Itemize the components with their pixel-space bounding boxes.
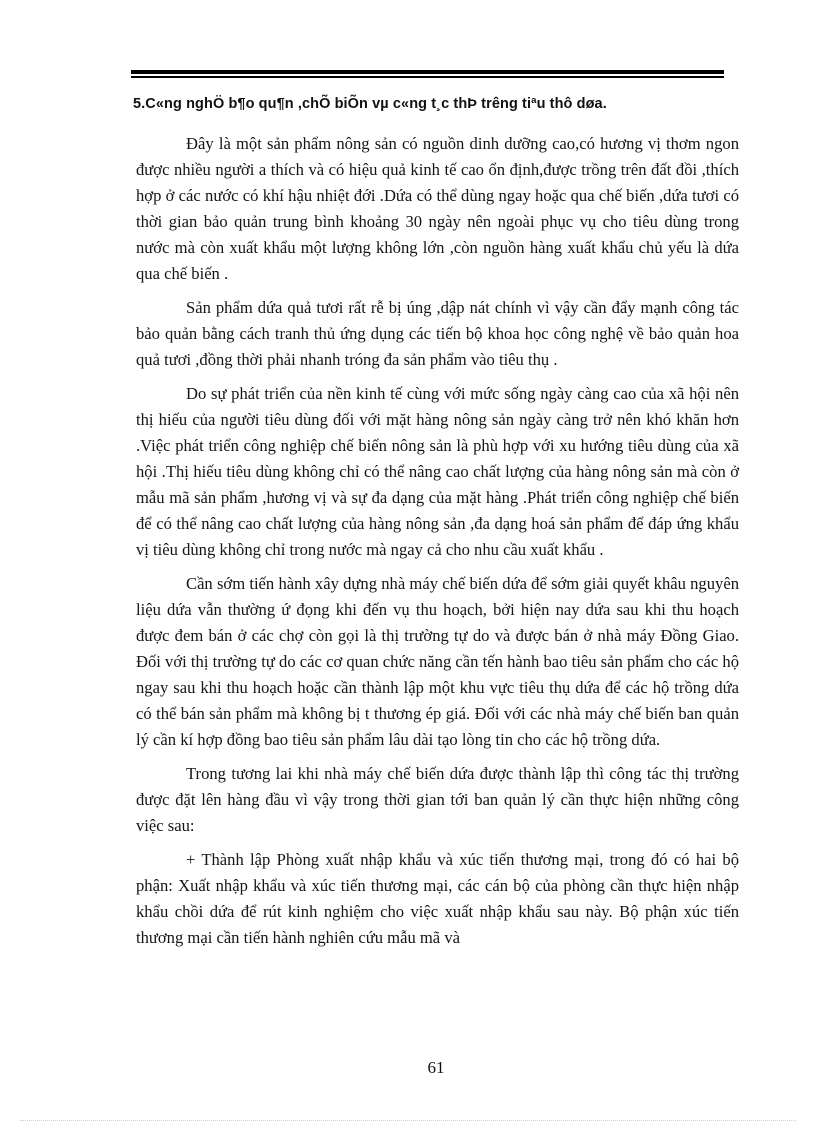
paragraph: Đây là một sản phẩm nông sản có nguồn dinh dưỡng cao,có hương vị thơm ngon được nhiều người a thích và có hiệu quả kinh tế cao ổn định,được trồng trên đất đồi ,thích hợp ở các nước có khí hậu nhiệt đới .Dứa có thể dùng ngay hoặc qua chế biến ,dứa tươi có thời gian bảo quản trung bình khoảng 30 ngày nên ngoài phục vụ cho tiêu dùng trong nước mà còn xuất khẩu một lượng không lớn ,còn nguồn hàng xuất khẩu chủ yếu là dứa qua chế biến .	[136, 134, 739, 283]
top-rule-thick	[131, 70, 724, 74]
paragraph: Do sự phát triển của nền kinh tế cùng với mức sống ngày càng cao của xã hội nên thị hiếu của người tiêu dùng đối với mặt hàng nông sản ngày càng trở nên khó khăn hơn .Việc phát triển công nghiệp chế biến nông sản là phù hợp với xu hướng tiêu dùng của xã hội .Thị hiếu tiêu dùng không chỉ có thể nâng cao chất lượng của hàng nông sản mà còn ở mẫu mã sản phẩm ,hương vị và sự đa dạng của mặt hàng .Phát triển công nghiệp chế biến để có thể nâng cao chất lượng của hàng nông sản ,đa dạng hoá sản phẩm để đáp ứng khẩu vị tiêu dùng không chỉ trong nước mà ngay cả cho nhu cầu xuất khẩu .	[136, 384, 739, 559]
paragraph: Cần sớm tiến hành xây dựng nhà máy chế biến dứa để sớm giải quyết khâu nguyên liệu dứa vẫn thường ứ đọng khi đến vụ thu hoạch, bởi hiện nay dứa sau khi thu hoạch được đem bán ở các chợ còn gọi là thị trường tự do và được bán ở nhà máy Đồng Giao. Đối với thị trường tự do các cơ quan chức năng cần tến hành bao tiêu sản phẩm cho các hộ ngay sau khi thu hoạch hoặc cần thành lập một khu vực tiêu thụ dứa để các hộ trồng dứa có thể bán sản phẩm mà không bị t thương ép giá. Đối với các nhà máy chế biến ban quản lý cần kí hợp đồng bao tiêu sản phẩm lâu dài tạo lòng tin cho các hộ trồng dứa.	[136, 574, 739, 749]
paragraph: + Thành lập Phòng xuất nhập khẩu và xúc tiến thương mại, trong đó có hai bộ phận: Xuất nhập khẩu và xúc tiến thương mại, các cán bộ của phòng cần thực hiện nhập khẩu chồi dứa để rút kinh nghiệm cho việc xuất nhập khẩu sau này. Bộ phận xúc tiến thương mại cần tiến hành nghiên cứu mẫu mã và	[136, 850, 739, 947]
bottom-dotted-divider	[20, 1120, 796, 1121]
paragraph: Trong tương lai khi nhà máy chế biến dứa được thành lập thì công tác thị trường được đặt lên hàng đầu vì vậy trong thời gian tới ban quản lý cần thực hiện những công việc sau:	[136, 764, 739, 835]
body-text	[136, 131, 739, 959]
section-heading: 5.C«ng nghÖ b¶o qu¶n ,chÕ biÕn vµ c«ng t¸c thÞ trêng tiªu thô døa.	[133, 96, 607, 112]
page-number: 61	[427, 1058, 445, 1077]
top-rule-thin	[131, 76, 724, 78]
paragraph: Sản phẩm dứa quả tươi rất rễ bị úng ,dập nát chính vì vậy cần đẩy mạnh công tác bảo quản bằng cách tranh thủ ứng dụng các tiến bộ khoa học công nghệ về bảo quản hoa quả tươi ,đồng thời phải nhanh tróng đa sản phẩm vào tiêu thụ .	[136, 298, 739, 369]
